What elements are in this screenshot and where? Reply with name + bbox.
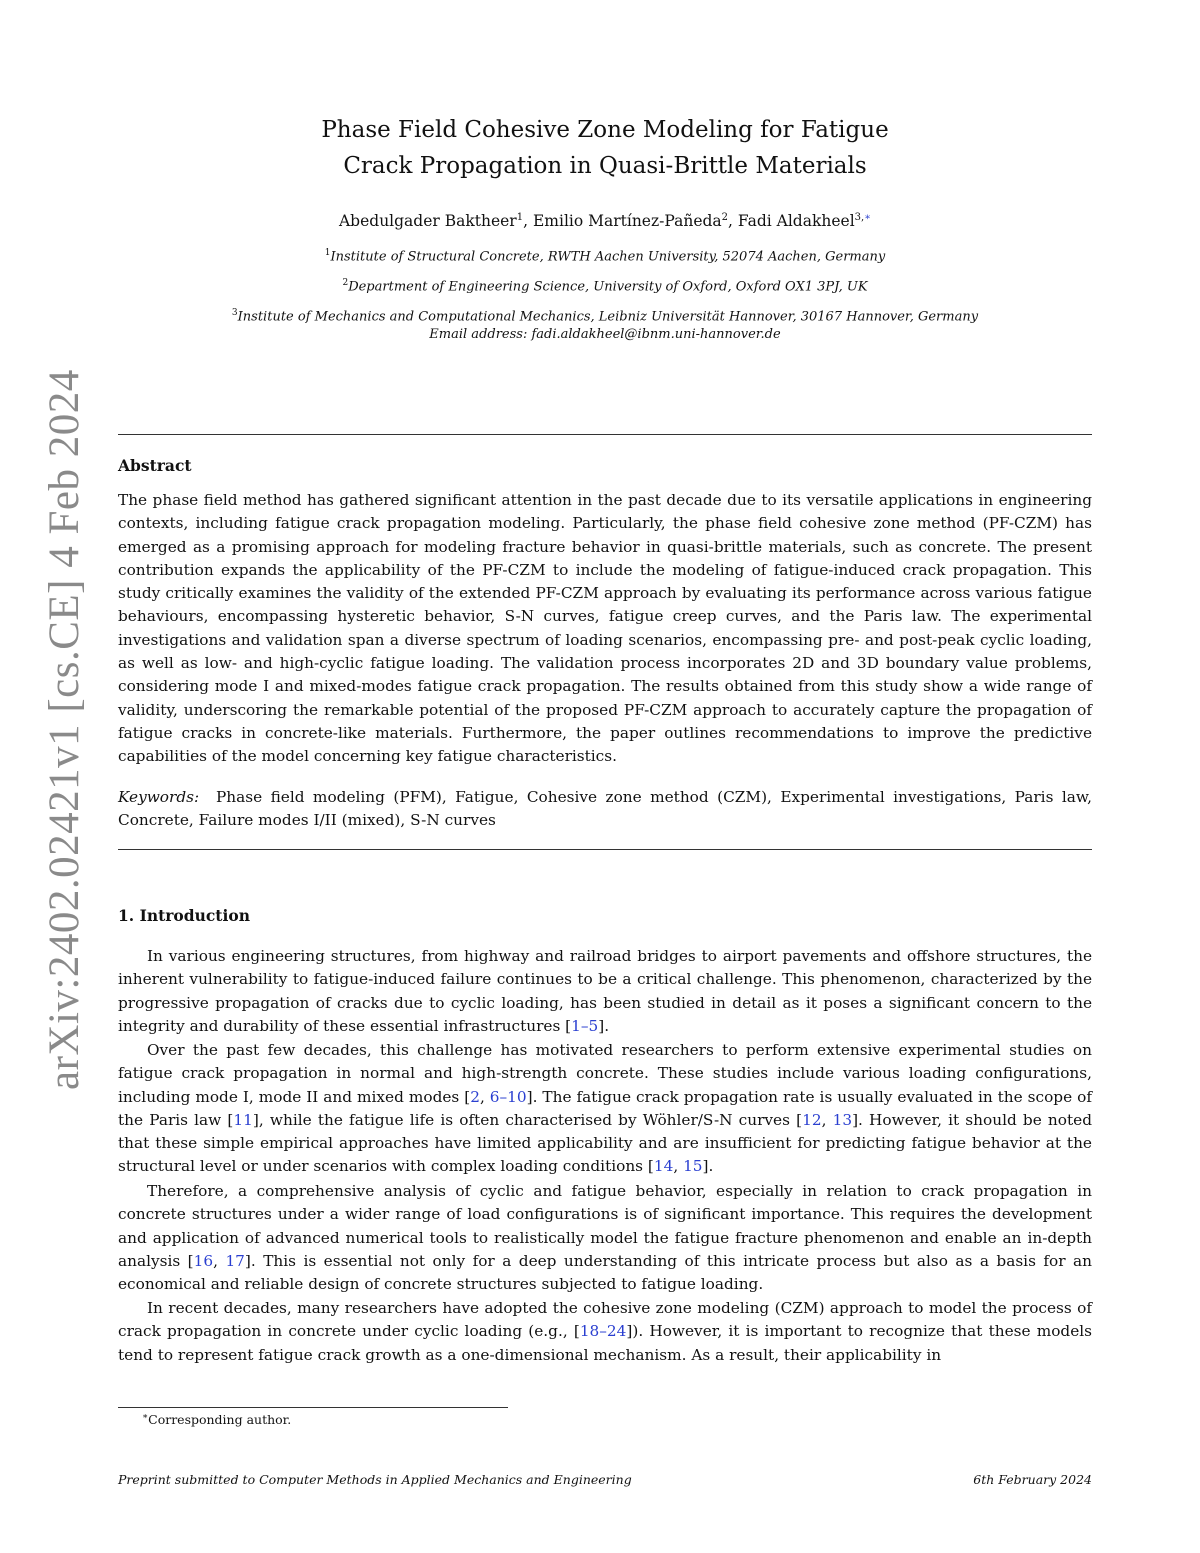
citation-link[interactable]: 11 [233,1110,253,1129]
citation-link[interactable]: 15 [683,1157,703,1176]
affiliation: $^3$Institute of Mechanics and Computational Mechanics, Leibniz Universität Hannover, 30167 Hannover, Germany [231,308,979,325]
citation-link[interactable]: 2 [470,1087,480,1106]
citation-link[interactable]: 6–10 [489,1087,527,1106]
citation-link[interactable]: 16 [193,1251,214,1270]
intro-paragraph: In recent decades, many researchers have adopted the cohesive zone modeling (CZM) approach to model the process of crack propagation in concrete under cyclic loading (e.g., [18–24]). However, it is important to recognize that these models tend to represent fatigue crack growth as a one-dimensional mechanism. As a result, their applicability in [118,1299,1092,1364]
abstract-text: The phase field method has gathered significant attention in the past decade due to its versatile applications in engineering contexts, including fatigue crack propagation modeling. Particularly, the phase field cohesive zone method (PF-CZM) has emerged as a promising approach for modeling fracture behavior in quasi-brittle materials, such as concrete. The present contribution expands the applicability of the PF-CZM to include the modeling of fatigue-induced crack propagation. This study critically examines the validity of the extended PF-CZM approach by evaluating its performance across various fatigue behaviours, encompassing hysteretic behavior, S-N curves, fatigue creep curves, and the Paris law. The experimental investigations and validation span a diverse spectrum of loading scenarios, encompassing pre- and post-peak cyclic loading, as well as low- and high-cyclic fatigue loading. The validation process incorporates 2D and 3D boundary value problems, considering mode I and mixed-modes fatigue crack propagation. The results obtained from this study show a wide range of validity, underscoring the remarkable potential of the proposed PF-CZM approach to accurately capture the propagation of fatigue cracks in concrete-like materials. Furthermore, the paper outlines recommendations to improve the predictive capabilities of the model concerning key fatigue characteristics. [118,491,1092,766]
footnote-divider [118,1407,508,1408]
citation-link[interactable]: 18–24 [579,1322,627,1341]
author-name: Fadi Aldakheel [737,212,855,231]
citation-link[interactable]: 14 [653,1157,674,1176]
citation-link[interactable]: 17 [225,1251,245,1270]
author-name: Abedulgader Baktheer [338,212,517,231]
footer-journal: Preprint submitted to Computer Methods in Applied Mechanics and Engineering [118,1472,632,1487]
citation-link[interactable]: 1–5 [571,1016,599,1035]
footer-date: 6th February 2024 [973,1472,1092,1487]
keywords-text: Phase field modeling (PFM), Fatigue, Cohesive zone method (CZM), Experimental investigations, Paris law, Concrete, Failure modes I/II (mixed), S-N curves [118,788,1092,830]
affiliation: $^2$Department of Engineering Science, University of Oxford, Oxford OX1 3PJ, UK [342,278,868,295]
intro-paragraph: Therefore, a comprehensive analysis of cyclic and fatigue behavior, especially in relation to crack propagation in concrete structures under a wider range of load configurations is of significant importance. This requires the development and application of advanced numerical tools to realistically model the fatigue fracture phenomenon and enable an in-depth analysis [16, 17]. This is essential not only for a deep understanding of this intricate process but also as a basis for an economical and reliable design of concrete structures subjected to fatigue loading. [118,1182,1092,1294]
footnote: ∗Corresponding author. [142,1412,292,1428]
keywords-label: Keywords: [118,788,200,806]
abstract-heading: Abstract [118,456,192,475]
author-affil-sup: 3,∗ [854,212,871,223]
author-list: Abedulgader Baktheer$^1$, Emilio Martínez-Pañeda$^2$, Fadi Aldakheel$^{3,∗}$ [338,212,871,231]
divider [118,434,1092,435]
email-address: Email address: fadi.aldakheel@ibnm.uni-hannover.de [429,327,781,342]
arxiv-stamp: arXiv:2402.02421v1 [cs.CE] 4 Feb 2024 [41,369,88,1090]
corresponding-author-link[interactable]: ∗ [864,212,871,223]
intro-paragraph: Over the past few decades, this challenge has motivated researchers to perform extensive experimental studies on fatigue crack propagation in normal and high-strength concrete. These studies include various loading configurations, including mode I, mode II and mixed modes [2, 6–10]. The fatigue crack propagation rate is usually evaluated in the scope of the Paris law [11], while the fatigue life is often characterised by Wöhler/S-N curves [12, 13]. However, it should be noted that these simple empirical approaches have limited applicability and are insufficient for predicting fatigue behavior at the structural level or under scenarios with complex loading conditions [14, 15]. [118,1041,1092,1176]
intro-paragraph: In various engineering structures, from highway and railroad bridges to airport pavements and offshore structures, the inherent vulnerability to fatigue-induced failure continues to be a critical challenge. This phenomenon, characterized by the progressive propagation of cracks due to cyclic loading, has been studied in detail as it poses a significant concern to the integrity and durability of these essential infrastructures [1–5]. [118,947,1092,1035]
citation-link[interactable]: 13 [832,1110,853,1129]
keywords [118,786,1092,833]
author-affil-sup: 1 [516,212,524,223]
author-affil-sup: 2 [721,212,729,223]
title-line-2: Crack Propagation in Quasi-Brittle Materials [343,153,867,179]
section-heading: 1. Introduction [118,906,250,925]
title-line-1: Phase Field Cohesive Zone Modeling for Fatigue [321,117,889,143]
citation-link[interactable]: 12 [802,1110,822,1129]
paper-title [200,112,1010,184]
affiliation: $^1$Institute of Structural Concrete, RWTH Aachen University, 52074 Aachen, Germany [324,248,886,265]
divider [118,849,1092,850]
author-name: Emilio Martínez-Pañeda [532,212,722,231]
